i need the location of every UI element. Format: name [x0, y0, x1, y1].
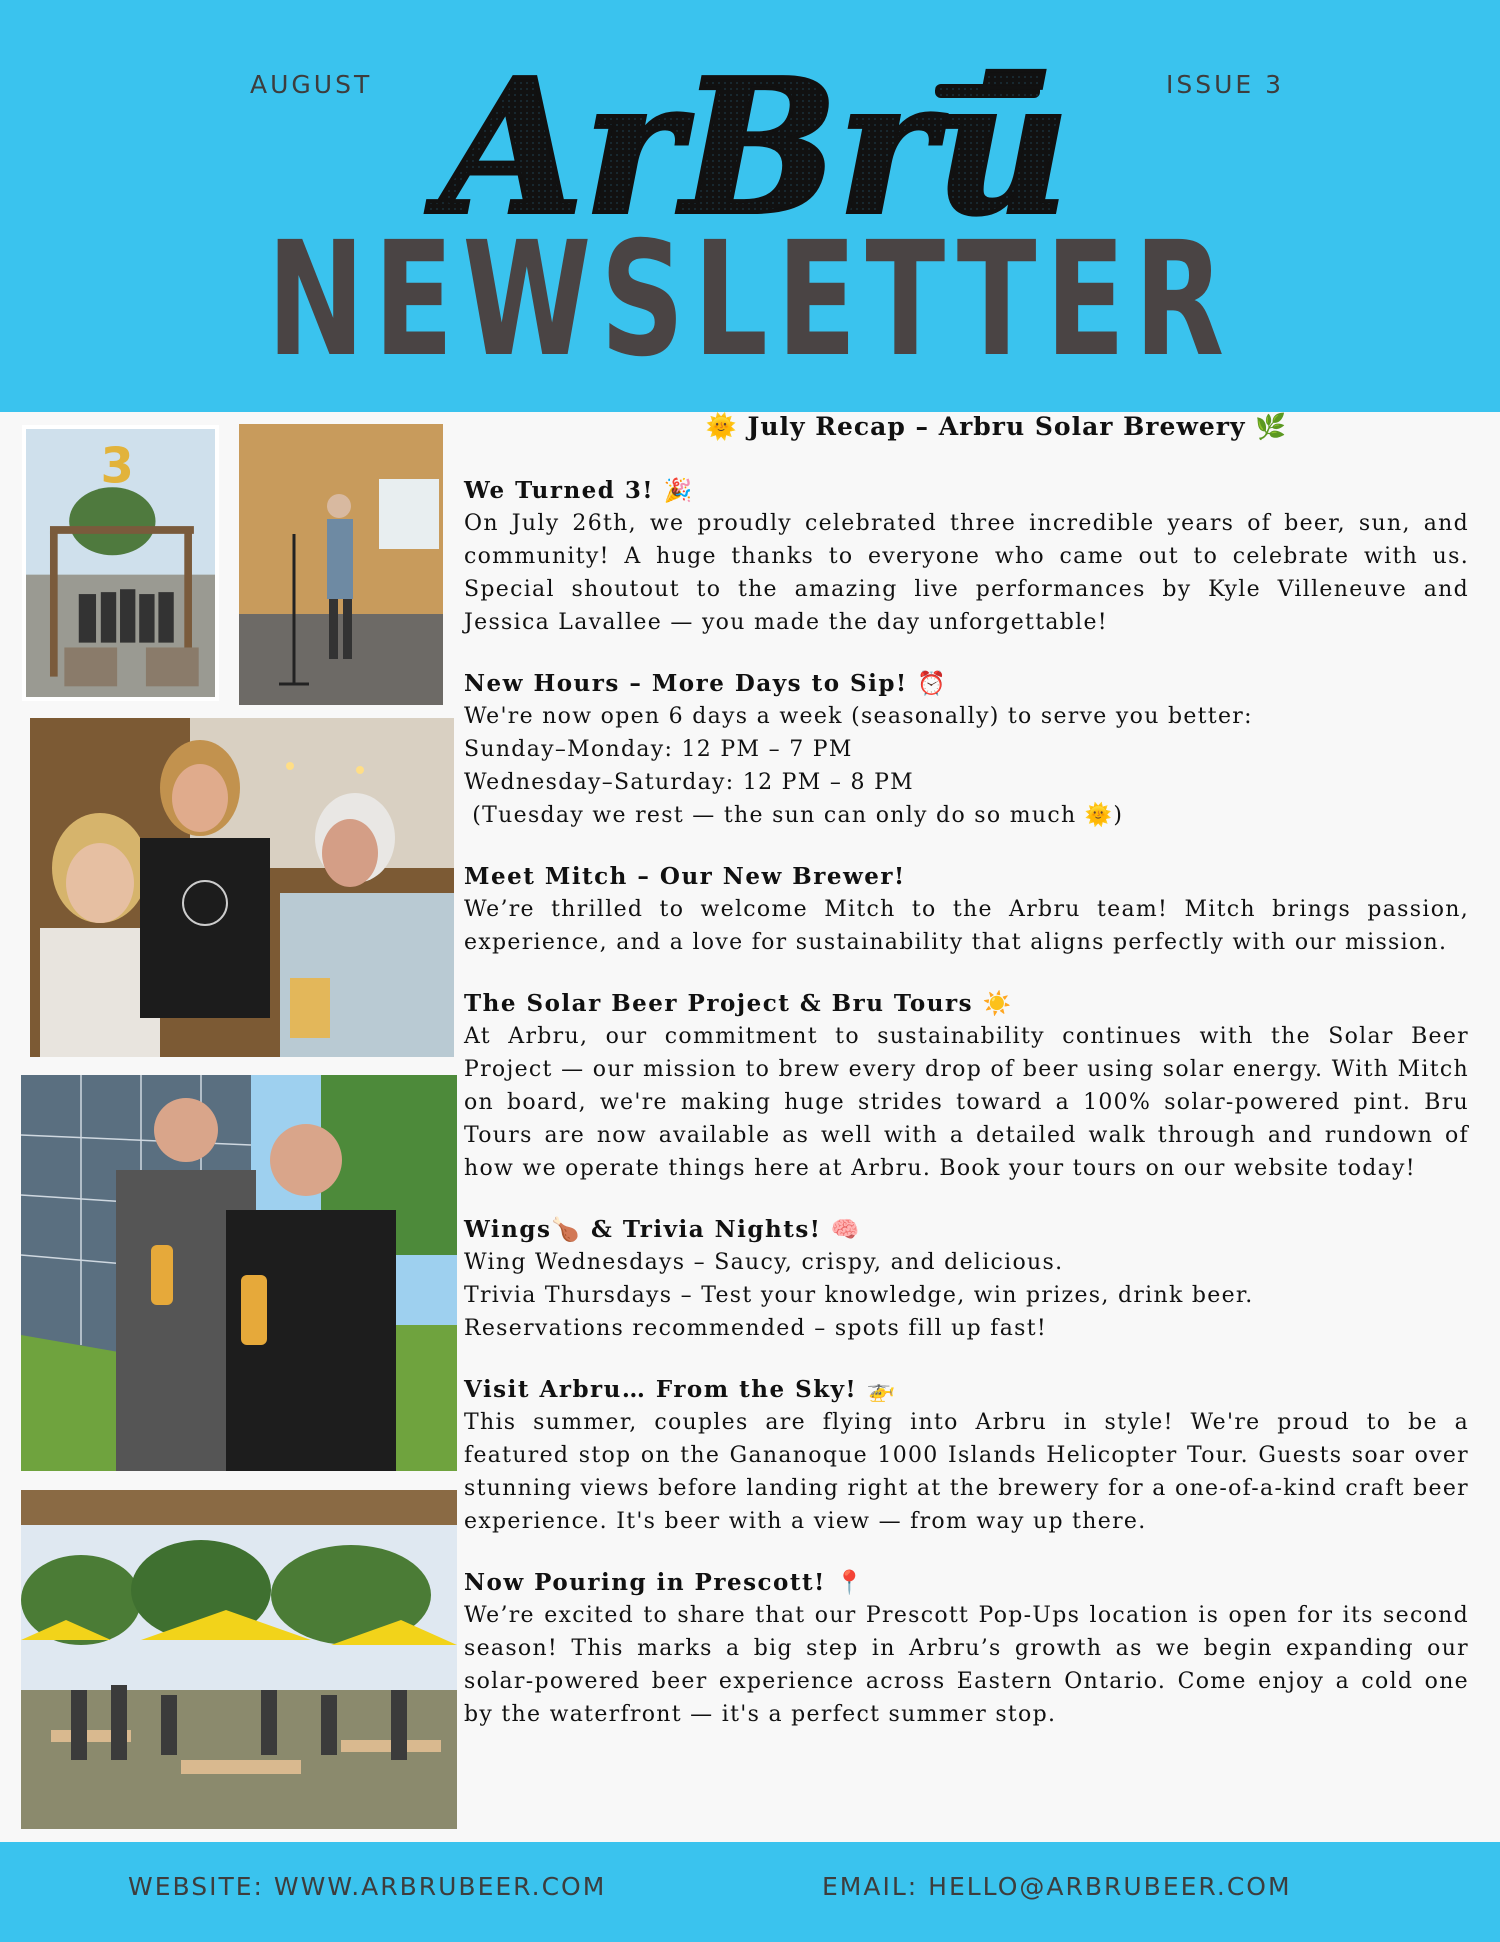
hours-wed-sat: Wednesday–Saturday: 12 PM – 8 PM [464, 770, 914, 795]
birthday-photo [22, 425, 219, 701]
reservations-note: Reservations recommended – spots fill up fast! [464, 1316, 1047, 1341]
hours-intro: We're now open 6 days a week (seasonally) to serve you better: [464, 704, 1253, 729]
trivia-thursdays: Trivia Thursdays – Test your knowledge, win prizes, drink beer. [464, 1283, 1254, 1308]
section-body: This summer, couples are flying into Arbru in style! We're proud to be a featured stop on the Gananoque 1000 Islands Helicopter Tour. Guests soar over stunning views before landing right at the brewery for a one-of-a-kind craft beer experience. It's beer with a view — from way up there. [464, 1410, 1469, 1534]
patio-photo [21, 1490, 457, 1829]
issue-month: AUGUST [250, 70, 373, 99]
section-body: We’re thrilled to welcome Mitch to the Arbru team! Mitch brings passion, experience, and a love for sustainability that aligns perfectly with our mission. [464, 897, 1469, 955]
logo-script-text: ArBrū [440, 38, 1070, 232]
section-heading: Visit Arbru… From the Sky! 🚁 [464, 1376, 897, 1403]
issue-number: ISSUE 3 [1166, 70, 1285, 99]
svg-text:3: 3 [100, 438, 134, 495]
section-heading: We Turned 3! 🎉 [464, 477, 694, 504]
section-body: On July 26th, we proudly celebrated three incredible years of beer, sun, and community! A huge thanks to everyone who came out to celebrate with us. Special shoutout to the amazing live performances by Kyle Villeneuve and Jessica Lavallee — you made the day unforgettable! [464, 511, 1469, 635]
section-heading: Meet Mitch – Our New Brewer! [464, 863, 906, 890]
email-link[interactable]: EMAIL: HELLO@ARBRUBEER.COM [822, 1872, 1292, 1901]
section-new-hours [464, 667, 1469, 832]
section-body: We’re excited to share that our Prescott Pop-Ups location is open for its second season! This marks a big step in Arbru’s growth as we begin expanding our solar-powered beer experience across Eastern Ontario. Come enjoy a cold one by the waterfront — it's a perfect summer stop. [464, 1603, 1469, 1727]
newsletter-title: NEWSLETTER [266, 208, 1234, 392]
arbru-logo [375, 32, 1135, 232]
article-column [464, 408, 1469, 1731]
section-heading: The Solar Beer Project & Bru Tours ☀️ [464, 990, 1013, 1017]
hours-sun-mon: Sunday–Monday: 12 PM – 7 PM [464, 737, 853, 762]
recap-title: 🌞 July Recap – Arbru Solar Brewery 🌿 [705, 412, 1288, 441]
celebration-photo [30, 718, 454, 1057]
website-link[interactable]: WEBSITE: WWW.ARBRUBEER.COM [128, 1872, 607, 1901]
section-solar-beer [464, 987, 1469, 1185]
section-heading: New Hours – More Days to Sip! ⏰ [464, 670, 948, 697]
section-body: At Arbru, our commitment to sustainability continues with the Solar Beer Project — our mission to brew every drop of beer using solar energy. With Mitch on board, we're making huge strides toward a 100% solar-powered pint. Bru Tours are now available as well with a detailed walk through and rundown of how we operate things here at Arbru. Book your tours on our website today! [464, 1024, 1469, 1181]
section-heading: Now Pouring in Prescott! 📍 [464, 1569, 866, 1596]
section-from-the-sky [464, 1373, 1469, 1538]
section-meet-mitch [464, 860, 1469, 959]
newsletter-header [0, 0, 1500, 412]
section-heading: Wings🍗 & Trivia Nights! 🧠 [464, 1216, 862, 1243]
live-music-photo [239, 424, 443, 705]
hours-tuesday-note: (Tuesday we rest — the sun can only do so much 🌞) [464, 803, 1124, 828]
wing-wednesdays: Wing Wednesdays – Saucy, crispy, and delicious. [464, 1250, 1064, 1275]
section-turned-three [464, 474, 1469, 639]
section-prescott [464, 1566, 1469, 1731]
section-wings-trivia [464, 1213, 1469, 1345]
solar-brewers-photo [21, 1075, 457, 1471]
newsletter-footer [0, 1842, 1500, 1942]
